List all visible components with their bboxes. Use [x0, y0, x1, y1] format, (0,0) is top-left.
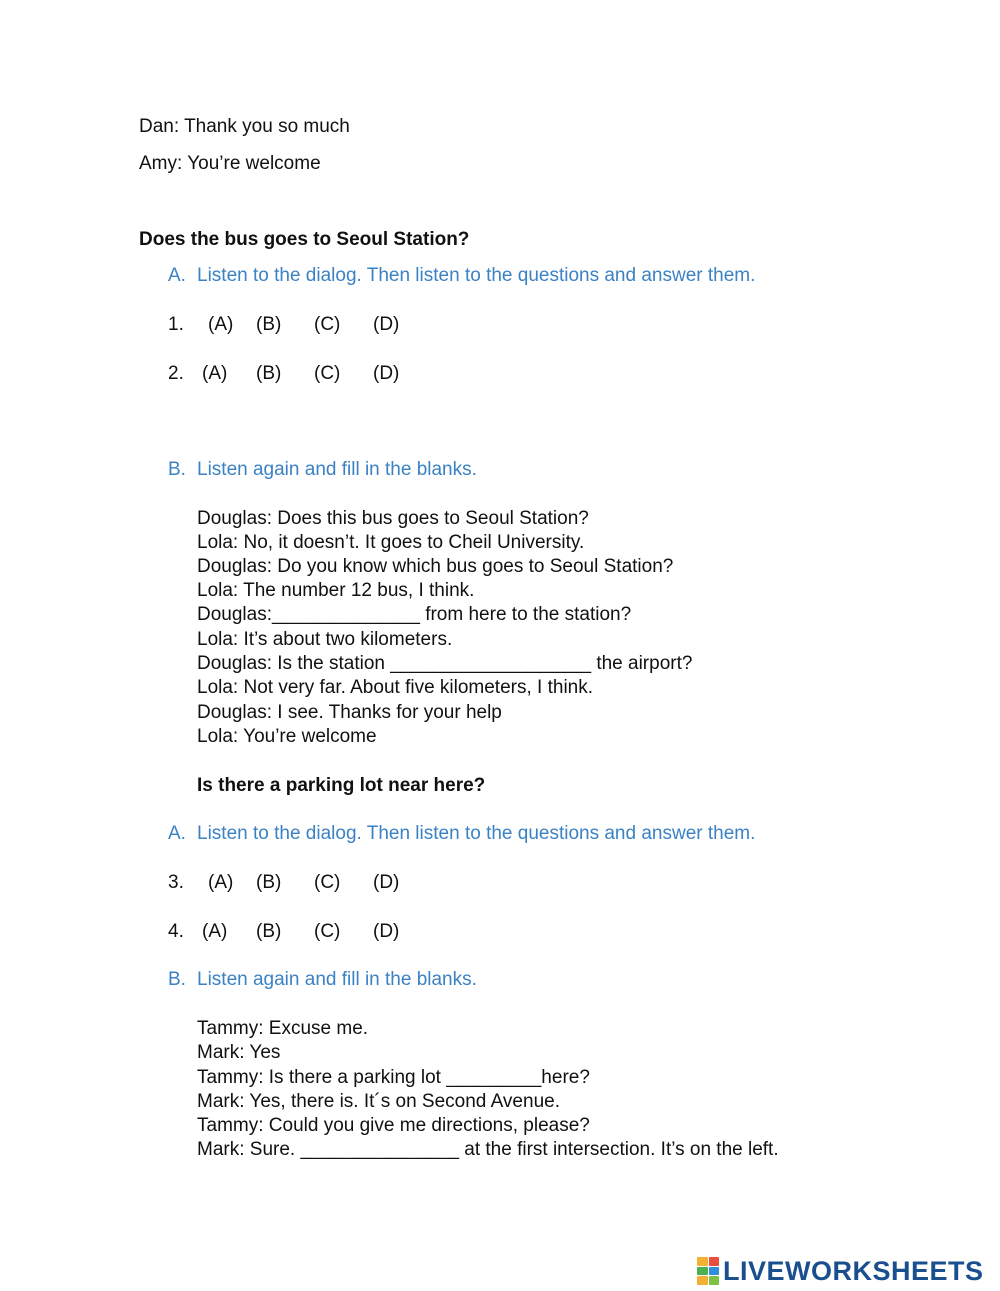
dialog-line: Dan: Thank you so much	[139, 116, 350, 137]
dialog-line: Mark: Yes, there is. It´s on Second Avenue.	[197, 1091, 560, 1112]
question-number: 1.	[168, 314, 184, 335]
liveworksheets-logo	[697, 1255, 984, 1287]
fill-blank-line[interactable]: Mark: Sure. _______________ at the first intersection. It’s on the left.	[197, 1139, 779, 1160]
answer-option-a[interactable]: (A)	[202, 921, 228, 942]
answer-option-d[interactable]: (D)	[373, 921, 400, 942]
question-number: 2.	[168, 363, 184, 384]
answer-option-c[interactable]: (C)	[314, 363, 341, 384]
dialog-line: Lola: It’s about two kilometers.	[197, 629, 453, 650]
part-instruction: Listen again and fill in the blanks.	[197, 969, 477, 990]
answer-option-b[interactable]: (B)	[256, 921, 282, 942]
answer-option-a[interactable]: (A)	[208, 872, 234, 893]
answer-option-d[interactable]: (D)	[373, 872, 400, 893]
answer-option-d[interactable]: (D)	[373, 314, 400, 335]
answer-option-c[interactable]: (C)	[314, 314, 341, 335]
dialog-line: Douglas: Does this bus goes to Seoul Station?	[197, 508, 589, 529]
answer-option-a[interactable]: (A)	[208, 314, 234, 335]
part-instruction: Listen again and fill in the blanks.	[197, 459, 477, 480]
dialog-line: Lola: You’re welcome	[197, 726, 377, 747]
section-title: Does the bus goes to Seoul Station?	[139, 229, 470, 250]
answer-option-b[interactable]: (B)	[256, 363, 282, 384]
answer-option-b[interactable]: (B)	[256, 872, 282, 893]
question-number: 3.	[168, 872, 184, 893]
question-number: 4.	[168, 921, 184, 942]
fill-blank-line[interactable]: Douglas:______________ from here to the station?	[197, 604, 632, 625]
logo-text: LIVEWORKSHEETS	[723, 1255, 984, 1286]
fill-blank-line[interactable]: Douglas: Is the station ___________________ the airport?	[197, 653, 693, 674]
answer-option-d[interactable]: (D)	[373, 363, 400, 384]
fill-blank-line[interactable]: Tammy: Is there a parking lot _________here?	[197, 1067, 590, 1088]
dialog-line: Amy: You’re welcome	[139, 153, 321, 174]
answer-option-b[interactable]: (B)	[256, 314, 282, 335]
part-letter: B.	[168, 969, 186, 990]
dialog-line: Lola: Not very far. About five kilometers, I think.	[197, 677, 594, 698]
part-letter: A.	[168, 265, 186, 286]
part-letter: B.	[168, 459, 186, 480]
part-instruction: Listen to the dialog. Then listen to the questions and answer them.	[197, 823, 756, 844]
dialog-line: Douglas: I see. Thanks for your help	[197, 702, 502, 723]
dialog-line: Tammy: Could you give me directions, please?	[197, 1115, 590, 1136]
answer-option-a[interactable]: (A)	[202, 363, 228, 384]
part-instruction: Listen to the dialog. Then listen to the questions and answer them.	[197, 265, 756, 286]
part-letter: A.	[168, 823, 186, 844]
dialog-line: Lola: The number 12 bus, I think.	[197, 580, 475, 601]
section-title: Is there a parking lot near here?	[197, 775, 486, 796]
dialog-line: Lola: No, it doesn’t. It goes to Cheil University.	[197, 532, 585, 553]
dialog-line: Mark: Yes	[197, 1042, 281, 1063]
dialog-line: Tammy: Excuse me.	[197, 1018, 369, 1039]
liveworksheets-logo-icon	[697, 1257, 719, 1285]
dialog-line: Douglas: Do you know which bus goes to Seoul Station?	[197, 556, 674, 577]
answer-option-c[interactable]: (C)	[314, 872, 341, 893]
answer-option-c[interactable]: (C)	[314, 921, 341, 942]
